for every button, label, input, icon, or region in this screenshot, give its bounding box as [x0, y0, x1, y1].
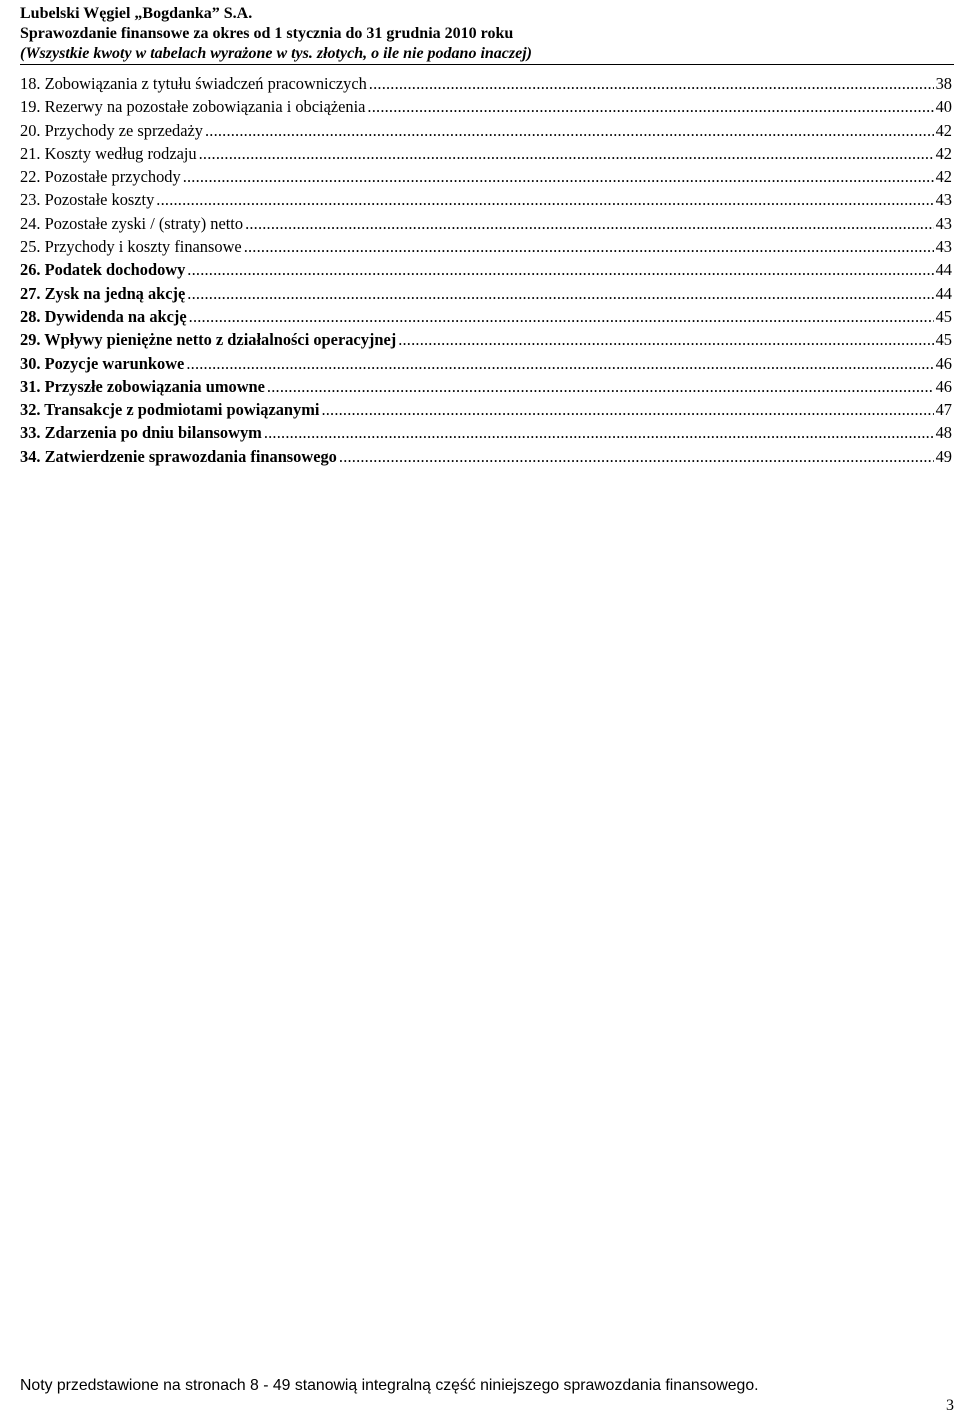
company-name: Lubelski Węgiel „Bogdanka” S.A.	[20, 5, 253, 22]
toc-entry[interactable]	[20, 95, 952, 118]
toc-entry-label: 20. Przychody ze sprzedaży	[20, 120, 203, 140]
toc-entry-page: 43	[935, 190, 952, 210]
toc-entry-label: 31. Przyszłe zobowiązania umowne	[20, 376, 265, 396]
toc-dot-leader	[199, 142, 934, 165]
toc-dot-leader	[369, 72, 934, 95]
toc-dot-leader	[156, 188, 933, 211]
toc-entry-page: 48	[935, 423, 952, 443]
toc-entry[interactable]	[20, 142, 952, 165]
document-header	[20, 4, 950, 64]
toc-entry[interactable]	[20, 258, 952, 281]
toc-entry-label: 27. Zysk na jedną akcję	[20, 283, 186, 303]
toc-entry[interactable]	[20, 352, 952, 375]
toc-entry[interactable]	[20, 235, 952, 258]
toc-entry-label: 26. Podatek dochodowy	[20, 260, 186, 280]
toc-entry[interactable]	[20, 119, 952, 142]
toc-dot-leader	[205, 119, 934, 142]
page-number: 3	[946, 1397, 954, 1414]
toc-entry-label: 34. Zatwierdzenie sprawozdania finansowego	[20, 446, 337, 466]
toc-entry-label: 25. Przychody i koszty finansowe	[20, 237, 242, 257]
toc-entry-page: 46	[935, 376, 952, 396]
toc-entry-page: 42	[935, 167, 952, 187]
toc-entry-label: 32. Transakcje z podmiotami powiązanymi	[20, 400, 320, 420]
toc-dot-leader	[264, 421, 934, 444]
toc-dot-leader	[189, 305, 934, 328]
toc-entry-label: 22. Pozostałe przychody	[20, 167, 181, 187]
toc-dot-leader	[187, 258, 933, 281]
toc-entry-page: 43	[935, 237, 952, 257]
toc-entry-label: 24. Pozostałe zyski / (straty) netto	[20, 213, 244, 233]
toc-entry-page: 46	[935, 353, 952, 373]
toc-entry-page: 45	[935, 306, 952, 326]
toc-entry[interactable]	[20, 375, 952, 398]
toc-entry-label: 30. Pozycje warunkowe	[20, 353, 185, 373]
toc-entry-label: 19. Rezerwy na pozostałe zobowiązania i obciążenia	[20, 97, 366, 117]
toc-entry-page: 42	[935, 120, 952, 140]
toc-entry-page: 42	[935, 143, 952, 163]
toc-entry[interactable]	[20, 421, 952, 444]
toc-entry-page: 47	[935, 400, 952, 420]
toc-entry[interactable]	[20, 165, 952, 188]
toc-entry[interactable]	[20, 188, 952, 211]
toc-entry-label: 18. Zobowiązania z tytułu świadczeń pracowniczych	[20, 74, 367, 93]
toc-dot-leader	[367, 95, 933, 118]
toc-entry-page: 44	[935, 283, 952, 303]
toc-entry[interactable]	[20, 445, 952, 468]
toc-entry-page: 49	[935, 446, 952, 466]
toc-entry-label: 21. Koszty według rodzaju	[20, 143, 197, 163]
toc-dot-leader	[183, 165, 934, 188]
toc-entry[interactable]	[20, 328, 952, 351]
toc-entry-page: 38	[935, 74, 952, 93]
toc-entry-label: 33. Zdarzenia po dniu bilansowym	[20, 423, 262, 443]
toc-dot-leader	[245, 212, 934, 235]
toc-entry[interactable]	[20, 398, 952, 421]
toc-entry-page: 40	[935, 97, 952, 117]
toc-entry-label: 23. Pozostałe koszty	[20, 190, 155, 210]
report-title: Sprawozdanie finansowe za okres od 1 stycznia do 31 grudnia 2010 roku	[20, 25, 514, 42]
toc-entry-page: 43	[935, 213, 952, 233]
toc-dot-leader	[339, 445, 934, 468]
toc-entry-label: 29. Wpływy pieniężne netto z działalności operacyjnej	[20, 330, 397, 350]
toc-dot-leader	[186, 352, 933, 375]
footer-note: Noty przedstawione na stronach 8 - 49 stanowią integralną część niniejszego sprawozdania finansowego.	[20, 1377, 759, 1394]
header-divider	[20, 64, 954, 65]
toc-entry[interactable]	[20, 282, 952, 305]
toc-entry-page: 45	[935, 330, 952, 350]
toc-dot-leader	[321, 398, 933, 421]
toc-dot-leader	[267, 375, 934, 398]
toc-dot-leader	[244, 235, 934, 258]
toc-entry[interactable]	[20, 72, 952, 95]
amounts-note: (Wszystkie kwoty w tabelach wyrażone w tys. złotych, o ile nie podano inaczej)	[20, 45, 532, 62]
toc-entry[interactable]	[20, 212, 952, 235]
toc-entry-label: 28. Dywidenda na akcję	[20, 306, 187, 326]
toc-dot-leader	[398, 328, 933, 351]
toc-entry-page: 44	[935, 260, 952, 280]
table-of-contents	[20, 72, 952, 468]
toc-dot-leader	[187, 282, 933, 305]
toc-entry[interactable]	[20, 305, 952, 328]
